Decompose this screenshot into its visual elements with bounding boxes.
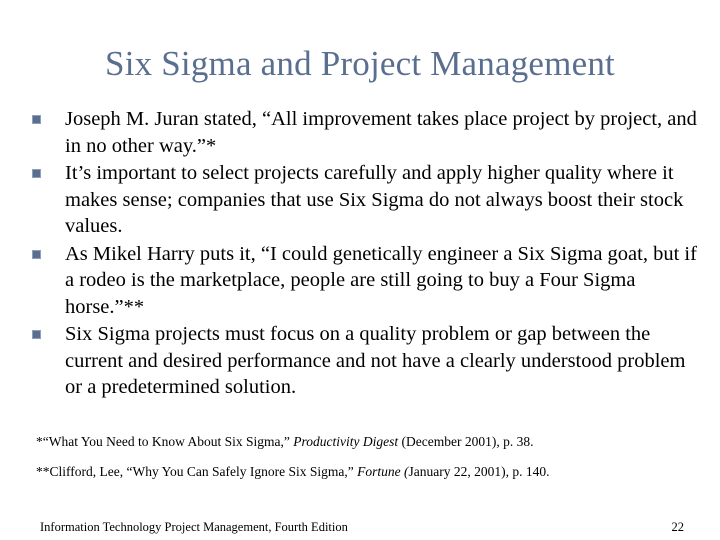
footnotes: [36, 434, 696, 494]
bullet-text: Six Sigma projects must focus on a quality problem or gap between the current and desired performance and not have a clearly understood problem or a predetermined solution.: [65, 323, 686, 398]
footnote-text: *“What You Need to Know About Six Sigma,”: [36, 434, 294, 449]
footnote-text: **Clifford, Lee, “Why You Can Safely Ignore Six Sigma,”: [36, 464, 358, 479]
square-bullet-icon: [32, 250, 41, 259]
footnote: [36, 434, 696, 450]
footnote-text: (December 2001), p. 38.: [398, 434, 534, 449]
slide-title: Six Sigma and Project Management: [105, 44, 615, 83]
bullet-list: [30, 106, 700, 402]
footnote-text: January 22, 2001), p. 140.: [408, 464, 550, 479]
footer-text: Information Technology Project Management, Fourth Edition: [40, 520, 348, 534]
square-bullet-icon: [32, 169, 41, 178]
bullet-item: [30, 106, 700, 159]
bullet-item: [30, 241, 700, 321]
bullet-item: [30, 160, 700, 240]
bullet-item: [30, 321, 700, 401]
footnote-source: Fortune (: [357, 464, 409, 479]
square-bullet-icon: [32, 115, 41, 124]
bullet-text: It’s important to select projects carefully and apply higher quality where it makes sense; companies that use Six Sigma do not always boost their stock values.: [65, 162, 684, 237]
page-number: 22: [671, 520, 684, 534]
footnote: [36, 464, 696, 480]
footnote-source: Productivity Digest: [293, 434, 399, 449]
bullet-text: Joseph M. Juran stated, “All improvement takes place project by project, and in no other way.”*: [65, 108, 697, 157]
bullet-text: As Mikel Harry puts it, “I could genetically engineer a Six Sigma goat, but if a rodeo is the marketplace, people are still going to buy a Four Sigma horse.”**: [65, 242, 697, 318]
square-bullet-icon: [32, 330, 41, 339]
